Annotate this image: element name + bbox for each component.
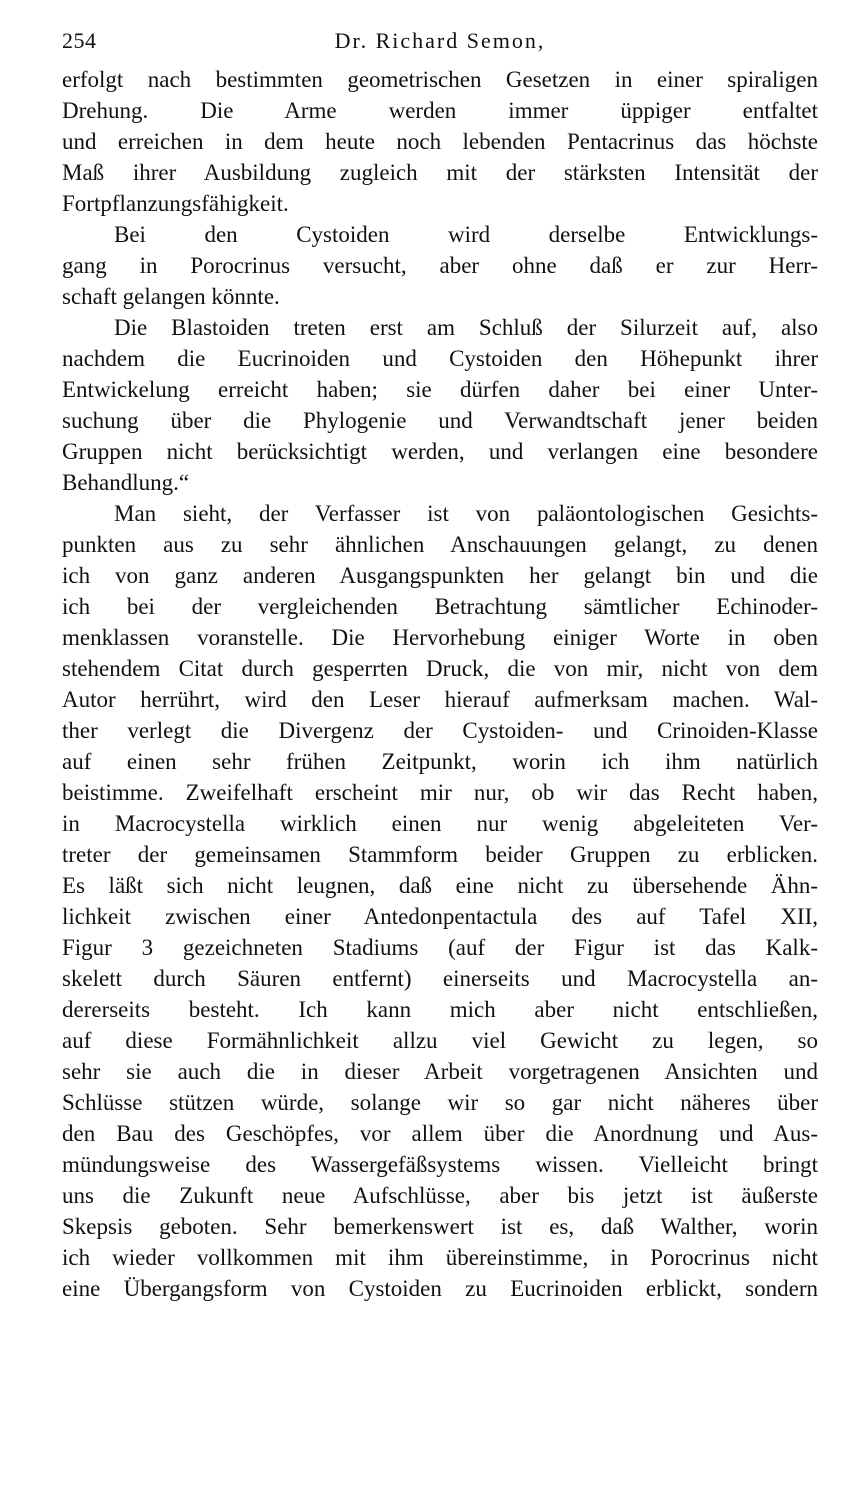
text-line: auf diese Formähnlichkeit allzu viel Gewicht zu legen, so (62, 1028, 818, 1053)
text-line: uns die Zukunft neue Aufschlüsse, aber bis jetzt ist äußerste (62, 1183, 818, 1208)
text-line: dererseits besteht. Ich kann mich aber nicht entschließen, (62, 997, 818, 1022)
running-head: Dr. Richard Semon, (334, 28, 546, 53)
text-line: ich wieder vollkommen mit ihm übereinstimme, in Porocrinus nicht (62, 1245, 818, 1270)
text-line: Schlüsse stützen würde, solange wir so gar nicht näheres über (62, 1090, 818, 1115)
text-line: Bei den Cystoiden wird derselbe Entwicklungs- (114, 222, 818, 247)
paragraph-2 (62, 219, 818, 312)
text-line: skelett durch Säuren entfernt) einerseits und Macrocystella an- (62, 966, 818, 991)
text-line: sehr sie auch die in dieser Arbeit vorgetragenen Ansichten und (62, 1059, 818, 1084)
text-line: und erreichen in dem heute noch lebenden Pentacrinus das höchste (62, 129, 818, 154)
text-line: Figur 3 gezeichneten Stadiums (auf der Figur ist das Kalk- (62, 935, 818, 960)
text-line: Es läßt sich nicht leugnen, daß eine nicht zu übersehende Ähn- (62, 873, 818, 898)
text-line: Maß ihrer Ausbildung zugleich mit der stärksten Intensität der (62, 160, 818, 185)
text-line: lichkeit zwischen einer Antedonpentactula des auf Tafel XII, (62, 904, 818, 929)
text-line: Die Blastoiden treten erst am Schluß der Silurzeit auf, also (114, 315, 818, 340)
text-line: suchung über die Phylogenie und Verwandtschaft jener beiden (62, 408, 818, 433)
text-line: stehendem Citat durch gesperrten Druck, die von mir, nicht von dem (62, 656, 818, 681)
text-line: punkten aus zu sehr ähnlichen Anschauungen gelangt, zu denen (62, 532, 818, 557)
text-line: Drehung. Die Arme werden immer üppiger entfaltet (62, 98, 818, 123)
text-line: eine Übergangsform von Cystoiden zu Eucrinoiden erblickt, sondern (62, 1276, 818, 1301)
paragraph-3 (62, 312, 818, 498)
text-line: beistimme. Zweifelhaft erscheint mir nur, ob wir das Recht haben, (62, 780, 818, 805)
text-line: gang in Porocrinus versucht, aber ohne daß er zur Herr- (62, 253, 818, 278)
page-header (62, 26, 818, 64)
text-line: treter der gemeinsamen Stammform beider Gruppen zu erblicken. (62, 842, 818, 867)
text-line: ich von ganz anderen Ausgangspunkten her gelangt bin und die (62, 563, 818, 588)
page-number: 254 (62, 28, 97, 53)
text-line: Skepsis geboten. Sehr bemerkenswert ist es, daß Walther, worin (62, 1214, 818, 1239)
text-line: Man sieht, der Verfasser ist von paläontologischen Gesichts- (114, 501, 818, 526)
text-line: Autor herrührt, wird den Leser hierauf aufmerksam machen. Wal- (62, 687, 818, 712)
text-line: ich bei der vergleichenden Betrachtung sämtlicher Echinoder- (62, 594, 818, 619)
text-line: Behandlung.“ (62, 470, 190, 495)
text-line: Entwickelung erreicht haben; sie dürfen daher bei einer Unter- (62, 377, 818, 402)
text-line: in Macrocystella wirklich einen nur wenig abgeleiteten Ver- (62, 811, 818, 836)
text-line: den Bau des Geschöpfes, vor allem über die Anordnung und Aus- (62, 1121, 818, 1146)
text-line: auf einen sehr frühen Zeitpunkt, worin ich ihm natürlich (62, 749, 818, 774)
document-page (62, 26, 818, 1304)
text-line: ther verlegt die Divergenz der Cystoiden- und Crinoiden-Klasse (62, 718, 818, 743)
paragraph-1 (62, 64, 818, 219)
text-line: schaft gelangen könnte. (62, 284, 280, 309)
paragraph-4 (62, 498, 818, 1304)
text-line: Fortpflanzungsfähigkeit. (62, 191, 289, 216)
text-line: nachdem die Eucrinoiden und Cystoiden den Höhepunkt ihrer (62, 346, 818, 371)
text-line: menklassen voranstelle. Die Hervorhebung einiger Worte in oben (62, 625, 818, 650)
text-line: erfolgt nach bestimmten geometrischen Gesetzen in einer spiraligen (62, 67, 818, 92)
text-line: Gruppen nicht berücksichtigt werden, und verlangen eine besondere (62, 439, 818, 464)
text-line: mündungsweise des Wassergefäßsystems wissen. Vielleicht bringt (62, 1152, 818, 1177)
